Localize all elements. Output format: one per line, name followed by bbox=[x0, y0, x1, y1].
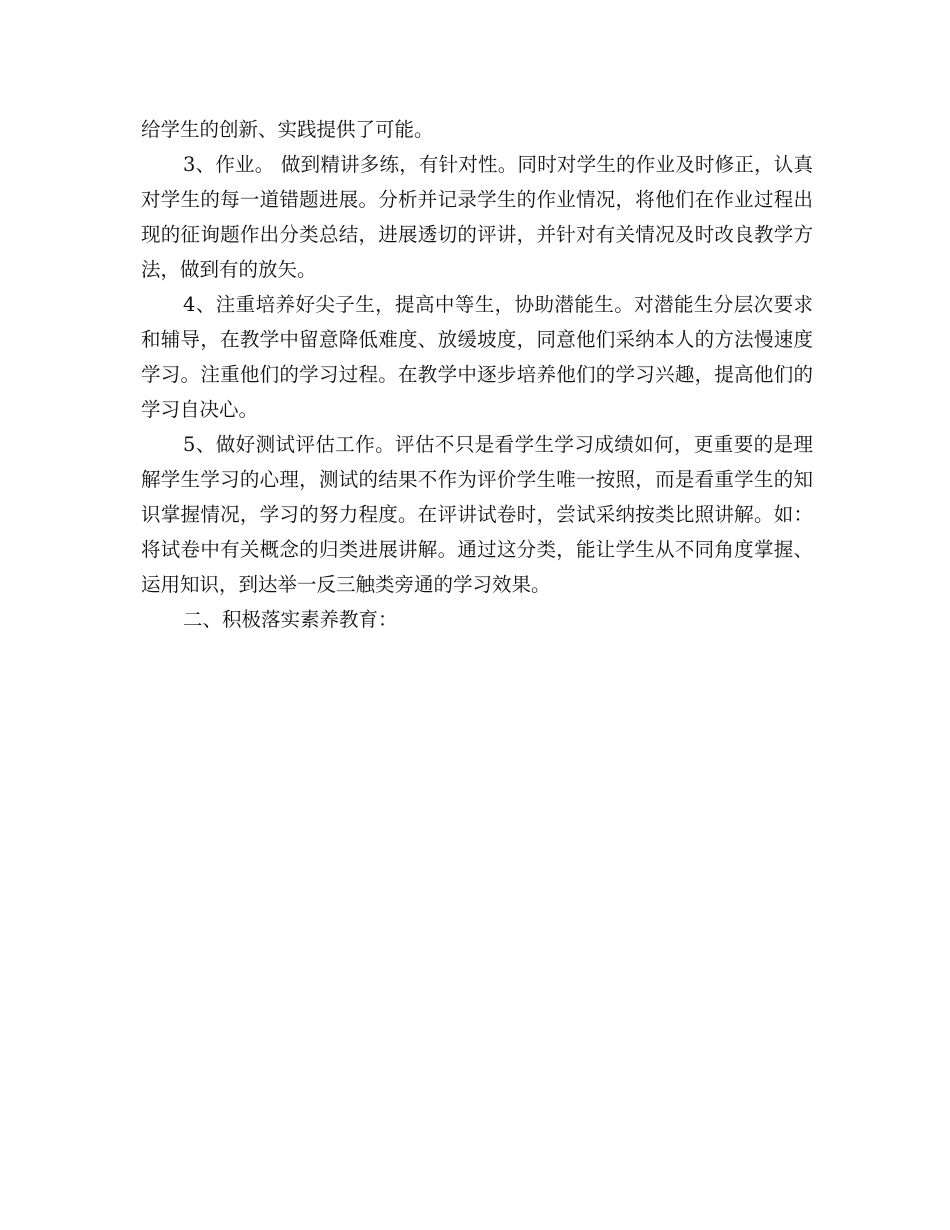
paragraph-item-3: 3、作业。 做到精讲多练，有针对性。同时对学生的作业及时修正，认真对学生的每一道错题进展。分析并记录学生的作业情况，将他们在作业过程出现的征询题作出分类总结，进展透切的评讲，并针对有关情况及时改良教学方法，做到有的放矢。 bbox=[141, 153, 813, 281]
section-heading-2: 二、积极落实素养教育： bbox=[183, 608, 398, 631]
paragraph-item-4: 4、注重培养好尖子生，提高中等生，协助潜能生。对潜能生分层次要求和辅导，在教学中留意降低难度、放缓坡度，同意他们采纳本人的方法慢速度学习。注重他们的学习过程。在教学中逐步培养他们的学习兴趣，提高他们的学习自决心。 bbox=[141, 293, 813, 421]
paragraph-item-5: 5、做好测试评估工作。评估不只是看学生学习成绩如何，更重要的是理解学生学习的心理，测试的结果不作为评价学生唯一按照，而是看重学生的知识掌握情况，学习的努力程度。在评讲试卷时，尝试采纳按类比照讲解。如：将试卷中有关概念的归类进展讲解。通过这分类，能让学生从不同角度掌握、运用知识，到达举一反三触类旁通的学习效果。 bbox=[141, 433, 813, 596]
document-body bbox=[141, 112, 813, 637]
paragraph-continuation: 给学生的创新、实践提供了可能。 bbox=[141, 118, 434, 141]
